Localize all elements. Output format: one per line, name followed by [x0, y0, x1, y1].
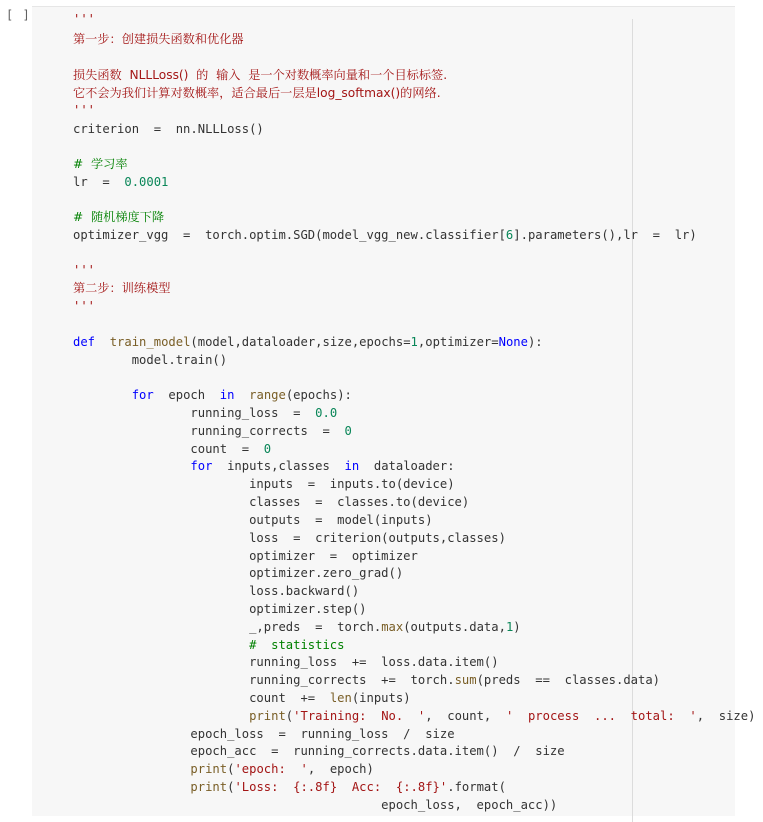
code-token: '''	[73, 263, 96, 277]
code-token: '''	[73, 12, 96, 26]
code-line	[73, 708, 755, 725]
code-token: (inputs)	[351, 691, 411, 705]
code-token: inputs = inputs.to(device)	[73, 477, 455, 491]
code-token: (	[227, 780, 235, 794]
code-token: _,preds = torch.	[73, 620, 382, 634]
code-token: epoch_loss = running_loss / size	[73, 727, 455, 741]
code-token: ' process ... total: '	[505, 709, 697, 723]
code-line	[73, 298, 95, 315]
code-token: )	[513, 620, 521, 634]
code-token: print	[249, 709, 286, 723]
code-token: # 随机梯度下降	[73, 210, 165, 224]
code-line	[73, 458, 455, 475]
code-line	[73, 262, 95, 279]
code-token: def	[73, 335, 96, 349]
code-line	[73, 334, 543, 351]
code-line	[73, 156, 128, 173]
code-token: 'Loss: {:.8f} Acc: {:.8f}'	[234, 780, 448, 794]
code-line	[73, 672, 660, 689]
code-line	[73, 476, 455, 493]
code-line	[73, 779, 506, 796]
code-token: 0.0	[315, 406, 338, 420]
code-line	[73, 583, 359, 600]
code-token	[73, 388, 132, 402]
code-line	[73, 619, 521, 636]
code-token: 第二步：训练模型	[73, 281, 171, 295]
line-length-ruler	[632, 19, 633, 822]
code-token: ].parameters(),lr = lr)	[513, 228, 697, 242]
code-token: (	[227, 762, 235, 776]
code-line	[73, 227, 697, 244]
code-token: 1	[410, 335, 418, 349]
code-token: optimizer.step()	[73, 602, 367, 616]
code-token: 0	[263, 442, 272, 456]
code-line	[73, 352, 227, 369]
code-line	[73, 654, 499, 671]
code-token: ,optimizer=	[417, 335, 499, 349]
code-editor[interactable]	[32, 6, 756, 816]
code-token: , size)	[696, 709, 756, 723]
code-token: in	[219, 388, 235, 402]
code-token: range	[249, 388, 286, 402]
code-token: outputs = model(inputs)	[73, 513, 433, 527]
code-token: optimizer = optimizer	[73, 549, 418, 563]
code-line	[73, 494, 469, 511]
code-token: 它不会为我们计算对数概率，适合最后一层是log_softmax()的网络.	[73, 86, 441, 100]
code-token: sum	[454, 673, 477, 687]
code-line	[73, 690, 411, 707]
code-token: for	[131, 388, 154, 402]
code-line	[73, 548, 418, 565]
code-line	[73, 512, 433, 529]
code-token: 第一步：创建损失函数和优化器	[73, 32, 244, 46]
code-token: epoch_loss, epoch_acc))	[73, 798, 558, 812]
code-token: running_corrects += torch.	[73, 673, 455, 687]
code-token: in	[344, 459, 360, 473]
code-token: model.train()	[73, 353, 228, 367]
code-token: (model,dataloader,size,epochs=	[190, 335, 411, 349]
code-token: 损失函数 NLLLoss() 的 输入 是一个对数概率向量和一个目标标签.	[73, 68, 448, 82]
code-line	[73, 797, 557, 814]
code-token: train_model	[109, 335, 191, 349]
code-token: optimizer_vgg = torch.optim.SGD(model_vgg_new.classifier[	[73, 228, 506, 242]
code-token	[73, 762, 190, 776]
code-token	[234, 388, 249, 402]
code-line	[73, 11, 95, 28]
code-token: 'Training: No. '	[293, 709, 426, 723]
code-token: loss.backward()	[73, 584, 360, 598]
code-token: None	[498, 335, 528, 349]
code-line	[73, 530, 506, 547]
code-token: running_loss =	[73, 406, 316, 420]
code-token: 0.0001	[124, 175, 169, 189]
code-token: max	[381, 620, 404, 634]
code-token: criterion = nn.NLLLoss()	[73, 122, 264, 136]
code-token: '''	[73, 299, 96, 313]
code-token: dataloader:	[359, 459, 455, 473]
code-token	[95, 335, 110, 349]
code-token	[73, 709, 249, 723]
code-token: ):	[527, 335, 543, 349]
code-token: print	[190, 762, 228, 776]
code-line	[73, 405, 337, 422]
code-line	[73, 174, 168, 191]
code-line	[73, 280, 171, 297]
code-token: print	[190, 780, 228, 794]
code-line	[73, 209, 164, 226]
code-token: 6	[505, 228, 514, 242]
code-token: 1	[505, 620, 514, 634]
code-line	[73, 387, 352, 404]
code-token	[73, 780, 190, 794]
code-line	[73, 761, 374, 778]
code-line	[73, 67, 447, 84]
code-token: .format(	[447, 780, 506, 794]
code-line	[73, 31, 244, 48]
code-token: , epoch)	[307, 762, 374, 776]
code-token: 0	[344, 424, 352, 438]
code-token: count =	[73, 442, 264, 456]
code-token: epoch_acc = running_corrects.data.item() / size	[73, 744, 565, 758]
code-token: len	[329, 691, 352, 705]
code-token: loss = criterion(outputs,classes)	[73, 531, 506, 545]
code-token: count +=	[73, 691, 330, 705]
code-line	[73, 726, 455, 743]
code-token	[73, 459, 190, 473]
code-line	[73, 102, 95, 119]
code-token: # 学习率	[73, 157, 128, 171]
code-token: running_loss += loss.data.item()	[73, 655, 499, 669]
code-line	[73, 121, 264, 138]
code-line	[73, 743, 565, 760]
code-token: epoch	[153, 388, 220, 402]
code-line	[73, 85, 441, 102]
code-line	[73, 637, 345, 654]
code-line	[73, 423, 352, 440]
code-line	[73, 565, 403, 582]
code-token: '''	[73, 103, 96, 117]
code-token: running_corrects =	[73, 424, 345, 438]
code-token: 'epoch: '	[234, 762, 308, 776]
code-token: (epochs):	[285, 388, 352, 402]
code-token: classes = classes.to(device)	[73, 495, 470, 509]
code-token: # statistics	[73, 638, 345, 652]
code-token: inputs,classes	[212, 459, 345, 473]
code-token: (outputs.data,	[403, 620, 506, 634]
code-token: lr =	[73, 175, 125, 189]
code-line	[73, 601, 367, 618]
code-token: , count,	[425, 709, 506, 723]
code-token: for	[190, 459, 213, 473]
code-token: (preds == classes.data)	[476, 673, 661, 687]
code-token: optimizer.zero_grad()	[73, 566, 404, 580]
code-token: (	[285, 709, 294, 723]
run-cell-button[interactable]: [ ]	[6, 8, 31, 22]
code-line	[73, 441, 271, 458]
